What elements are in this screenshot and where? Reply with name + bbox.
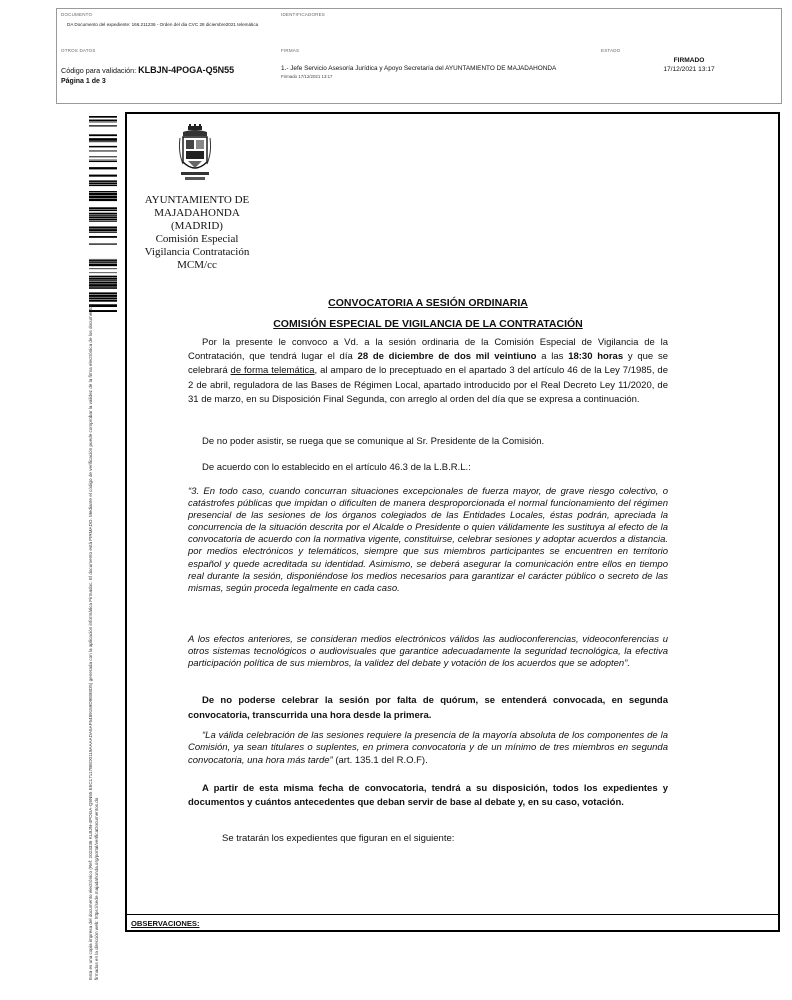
org-line-5: Vigilancia Contratación <box>144 246 250 258</box>
validation-label: Código para validación: <box>61 66 137 75</box>
agenda-intro-paragraph: Se tratarán los expedientes que figuran en el siguiente: <box>222 833 455 844</box>
org-line-6: MCM/cc <box>177 259 217 271</box>
coat-of-arms-icon <box>177 124 213 182</box>
rof-quote-ref: (art. 135.1 del R.O.F). <box>332 754 428 766</box>
estado-cell <box>597 45 781 103</box>
verification-side-note: Esta es una copia impresa del documento electrónico (Ref: 2023336 KLBJN-4POGA-Q5N55 E5C17117BED0119AAAADA5AF5489159D9EB8D5) generada con la aplicación informática Firmadoc. El documento está FIRMADO. Mediante el código de verificación puede comprobar la validez de la firma electrónica de los documentos firmados en la dirección web: https://sede.majadahonda.org/portal/verificaDocumentos.do <box>88 304 99 980</box>
p1-text-b: a las <box>536 351 569 363</box>
observaciones-label: OBSERVACIONES: <box>131 919 200 928</box>
org-line-3: (MADRID) <box>171 220 223 232</box>
documento-text: DA Documento del expediente: 166.211236 - Orden del dia CVC 28 diciembre2021 telemática <box>67 22 259 27</box>
law-reference-paragraph: De acuerdo con lo establecido en el artículo 46.3 de la L.B.R.L.: <box>202 462 471 473</box>
identificadores-caption: IDENTIFICADORES <box>281 12 326 17</box>
firma-date: Firmado 17/12/2021 13:17 <box>281 74 333 79</box>
identificadores-cell <box>277 9 781 45</box>
document-subtitle: COMISIÓN ESPECIAL DE VIGILANCIA DE LA CONTRATACIÓN <box>273 318 583 330</box>
estado-date: 17/12/2021 13:17 <box>663 66 715 73</box>
documents-availability-paragraph: A partir de esta misma fecha de convocatoria, tendrá a su disposición, todos los expedientes y documentos y cuántos antecedentes que deban servir de base al debate y, en su caso, votación. <box>188 783 668 809</box>
estado-caption: ESTADO <box>601 48 621 53</box>
document-title: CONVOCATORIA A SESIÓN ORDINARIA <box>328 297 528 309</box>
telematic-mode: de forma telemática <box>230 365 315 377</box>
session-time: 18:30 horas <box>568 351 624 363</box>
signature-stamp-header <box>56 8 782 104</box>
firmas-caption: FIRMAS <box>281 48 300 53</box>
otros-datos-caption: OTROS DATOS <box>61 48 96 53</box>
firmas-cell <box>277 45 597 103</box>
barcode-image <box>89 116 117 312</box>
attendance-paragraph: De no poder asistir, se ruega que se comunique al Sr. Presidente de la Comisión. <box>202 436 545 447</box>
rof-quote-paragraph <box>188 730 668 767</box>
law-quote-paragraph-2: A los efectos anteriores, se consideran medios electrónicos válidos las audioconferencias, videoconferencias u otros sistemas tecnológicos o audiovisuales que garantice adecuadamente la seguridad tecnológica, la efectiva participación política de sus miembros, la validez del debate y votación de los acuerdos que se adopten”. <box>188 634 668 670</box>
document-frame <box>125 112 780 932</box>
org-line-4: Comisión Especial <box>155 233 239 245</box>
convocation-paragraph <box>188 336 668 407</box>
org-line-2: MAJADAHONDA <box>154 207 240 219</box>
page-indicator: Página 1 de 3 <box>61 78 106 85</box>
quorum-paragraph: De no poderse celebrar la sesión por falta de quórum, se entenderá convocada, en segunda convocatoria, transcurrida una hora desde la primera. <box>188 695 668 721</box>
rof-quote-italic: “La válida celebración de las sesiones requiere la presencia de la mayoría absoluta de los componentes de la Comisión, ya sean titulares o suplentes, en primera convocatoria y de un mínimo de tres miembros en segunda convocatoria, una hora más tarde” <box>188 730 668 766</box>
documento-cell <box>57 9 277 45</box>
p1-text-a: Por la presente le convoco a Vd. a la sesión ordinaria de la Comisión Especial de Vigilancia de la Contratación, que tendrá lugar el día <box>188 337 668 363</box>
org-line-1: AYUNTAMIENTO DE <box>144 194 250 206</box>
validation-code[interactable]: KLBJN-4POGA-Q5N55 <box>138 65 235 75</box>
firma-text: 1.- Jefe Servicio Asesoría Jurídica y Apoyo Secretaría del AYUNTAMIENTO DE MAJADAHONDA <box>281 65 557 72</box>
p1-text-c: y que se celebrará <box>188 351 668 377</box>
p1-text-d: , al amparo de lo preceptuado en el apartado 3 del artículo 46 de la Ley 7/1985, de 2 de abril, reguladora de las Bases de Régimen Local, apartado introducido por el Real Decreto Ley 11/2020, de 31 de marzo, en su Disposición Final Segunda, con arreglo al orden del día que se expresa a continuación. <box>188 365 668 405</box>
session-date: 28 de diciembre de dos mil veintiuno <box>357 351 537 363</box>
otros-datos-cell <box>57 45 277 103</box>
law-quote-paragraph-1: “3. En todo caso, cuando concurran situaciones excepcionales de fuerza mayor, de grave riesgo colectivo, o catástrofes públicas que impidan o dificulten de manera desproporcionada el normal funcionamiento del régimen presencial de las sesiones de los órganos colegiados de las Entidades Locales, éstas podrán, apreciada la concurrencia de la situación descrita por el Alcalde o Presidente o quien válidamente les sustituya al efecto de la convocatoria de acuerdo con la normativa vigente, constituirse, celebrar sesiones y adoptar acuerdos a distancia. por medios electrónicos y telemáticos, siempre que sus miembros participantes se encuentren en territorio español y quede acreditada su identidad. Asimismo, se deberá asegurar la comunicación entre ellos en tiempo real durante la sesión, disponiéndose los medios necesarios para garantizar el carácter público o secreto de las mismas, según proceda legalmente en cada caso. <box>188 486 668 594</box>
organization-block <box>139 194 255 272</box>
validation-code-line <box>61 65 234 75</box>
observaciones-divider <box>127 914 778 915</box>
documento-caption: DOCUMENTO <box>61 12 93 17</box>
estado-value: FIRMADO <box>673 57 705 64</box>
